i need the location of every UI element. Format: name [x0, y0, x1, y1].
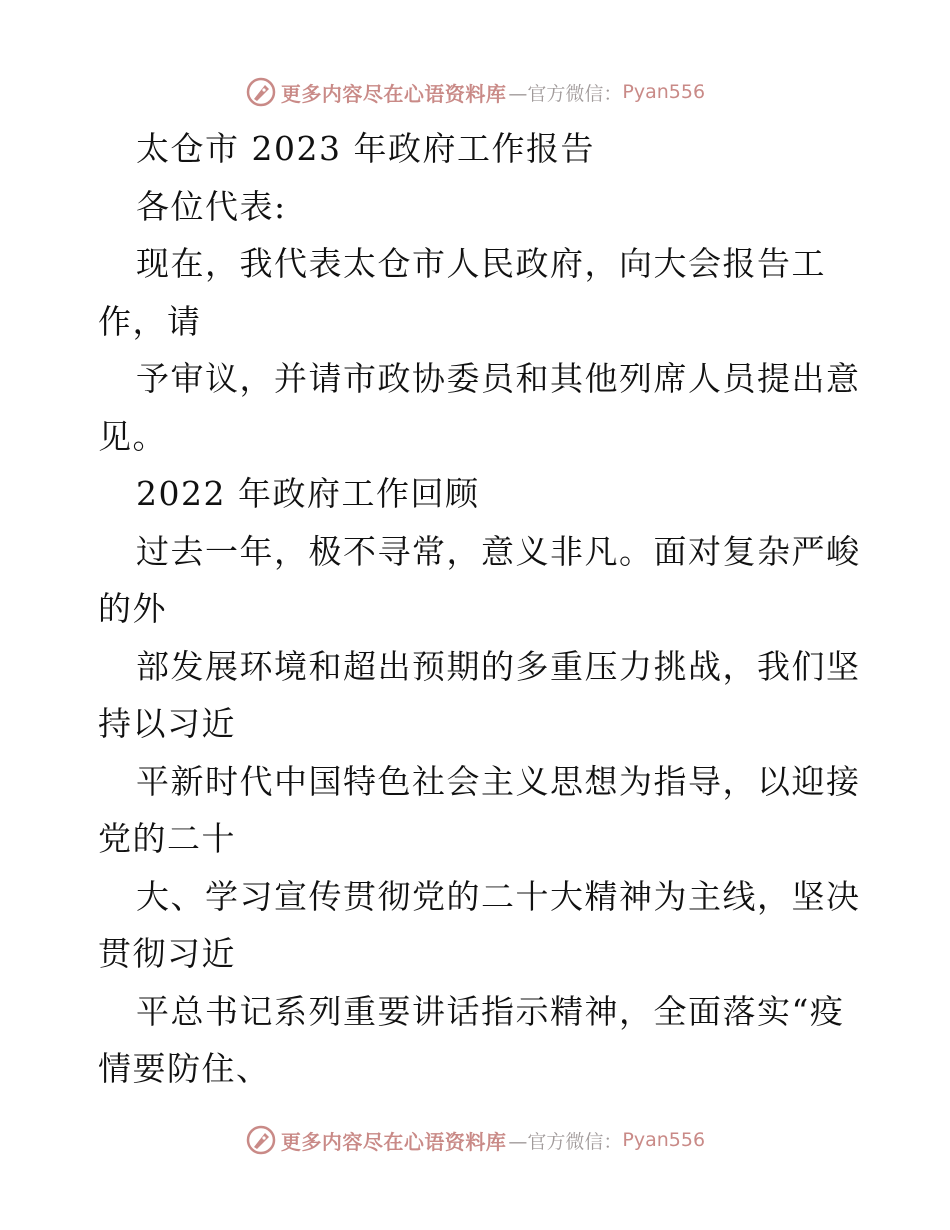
- watermark-separator: —官方微信：: [508, 1130, 623, 1153]
- document-line: 的外: [98, 589, 167, 628]
- header-watermark: [0, 72, 950, 112]
- document-line: 平新时代中国特色社会主义思想为指导，以迎接: [136, 761, 861, 801]
- document-line: 持以习近: [98, 704, 236, 743]
- document-line: 作，请: [98, 301, 202, 341]
- watermark-wechat-id: Pyan556: [622, 81, 706, 103]
- document-line: 过去一年，极不寻常，意义非凡。面对复杂严峻: [136, 531, 861, 571]
- document-line: 各位代表:: [136, 186, 287, 226]
- document-body: [98, 120, 861, 1098]
- document-line: 党的二十: [98, 819, 236, 858]
- watermark-main-text: 更多内容尽在心语资料库: [280, 1129, 507, 1154]
- document-line: 太仓市 2023 年政府工作报告: [136, 129, 595, 168]
- document-line: 平总书记系列重要讲话指示精神，全面落实“疫: [136, 991, 845, 1031]
- watermark-separator: —官方微信：: [508, 82, 623, 105]
- document-line: 贯彻习近: [98, 934, 236, 973]
- watermark-wechat-id: Pyan556: [622, 1129, 706, 1151]
- pen-nib-logo-icon: [245, 76, 277, 108]
- watermark-main-text: 更多内容尽在心语资料库: [280, 81, 507, 106]
- document-line: 部发展环境和超出预期的多重压力挑战，我们坚: [136, 646, 861, 686]
- footer-watermark: [0, 1120, 950, 1160]
- document-line: 现在，我代表太仓市人民政府，向大会报告工: [136, 244, 826, 283]
- pen-nib-logo-icon: [245, 1124, 277, 1156]
- document-line: 大、学习宣传贯彻党的二十大精神为主线，坚决: [136, 876, 861, 916]
- document-line: 2022 年政府工作回顾: [136, 474, 480, 513]
- document-line: 见。: [98, 416, 167, 456]
- document-line: 情要防住、: [98, 1049, 271, 1088]
- document-line: 予审议，并请市政协委员和其他列席人员提出意: [136, 359, 861, 398]
